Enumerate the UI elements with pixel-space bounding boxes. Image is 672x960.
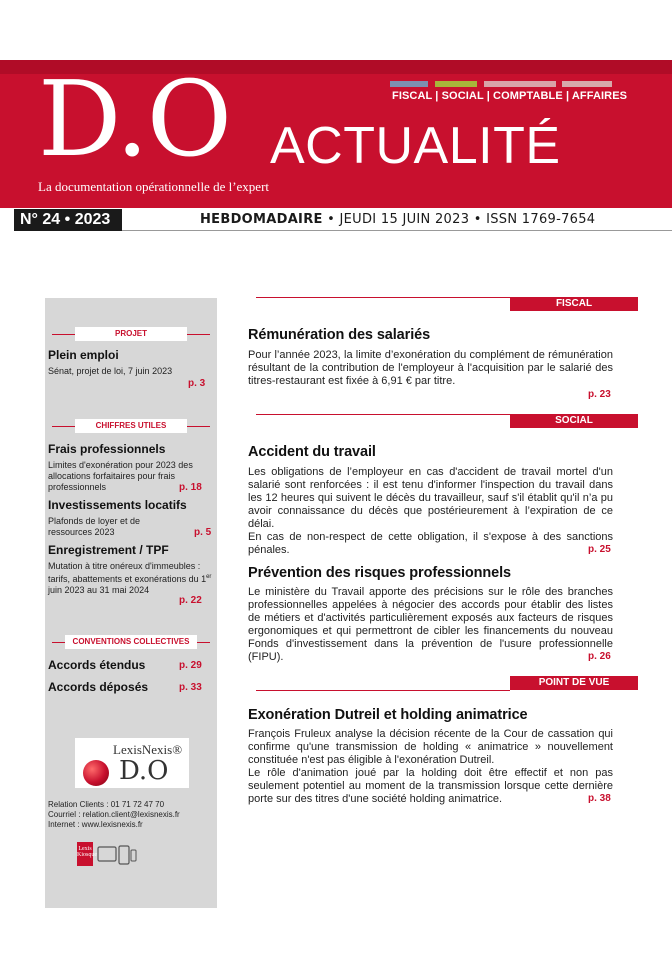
publisher-name: LexisNexis® [113,742,183,757]
devices-icon [97,844,137,866]
topic-color-bar-affaires [562,81,612,87]
sidebar-item-page: p. 29 [179,660,202,671]
contact-email: Courriel : relation.client@lexisnexis.fr [48,810,180,819]
sidebar-item-text-a: Mutation à titre onéreux d'immeubles : tarifs, abattements et exonérations du 1 [48,561,207,584]
topic-color-bar-social [435,81,477,87]
article-title: Accident du travail [248,444,376,460]
publisher-logo-box [75,738,189,788]
article-text [248,728,613,806]
section-line-social [256,414,510,415]
lexisnexis-ball-icon [83,760,109,786]
issue-number: N° 24 • 2023 [14,209,122,231]
sidebar-item-text: Limites d'exonération pour 2023 des allocations forfaitaires pour frais professionnels [48,460,193,492]
article-paragraph: Les obligations de l’employeur en cas d'accident de travail mortel d'un salarié sont renforcées : il est tenu d'informer l'inspection du travail dans les 12 heures qui suivent le décès du travailleur, sauf s'il établit qu'il n’a pu avoir connaissance du décès que postérieurement à l’expiration de ce délai. [248,466,613,530]
topic-color-bar-comptable [484,81,556,87]
article-paragraph: Le rôle d'animation joué par la holding doit être effectif et non pas seulement potentiel au moment de la transmission lorsque cette dernière porte sur des titres d'une société holding animatrice. [248,767,613,805]
tagline: La documentation opérationnelle de l’expert [38,179,270,194]
article-paragraph: François Fruleux analyse la décision récente de la Cour de cassation qui confirme qu'une transmission de holding « animatrice » nouvellement constituée n'est pas éligible à l'exonération Dutreil. [248,728,613,766]
logo-sub: ACTUALITÉ [270,117,561,175]
edition-frequency: HEBDOMADAIRE [200,212,323,227]
sidebar-section-label: CHIFFRES UTILES [75,419,187,433]
kiosque-badge: Lexis Kiosque [77,842,93,866]
section-tag-social: SOCIAL [510,414,638,428]
sidebar-item-text-sup: er [206,574,212,580]
sidebar-item-title: Enregistrement / TPF [48,543,169,557]
publisher-mark: D.O [119,756,169,786]
header-divider [122,230,672,231]
sidebar-item-page: p. 5 [194,527,212,538]
section-tag-fiscal: FISCAL [510,297,638,311]
article-text: Le ministère du Travail apporte des précisions sur le rôle des branches professionnelles appelées à négocier des accords pour établir des listes de métiers et d'activités particulièrement exposés aux facteurs de risques ergonomiques et qui permettront de cibler les financements du nouveau Fonds d'investissement dans la prévention de l'usure professionnelle (FIPU). [248,586,613,663]
article-page: p. 26 [588,651,611,662]
sidebar-item-page: p. 33 [179,682,202,693]
sidebar-item-title: Plein emploi [48,348,119,362]
contact-phone: Relation Clients : 01 71 72 47 70 [48,800,165,809]
article-paragraph: En cas de non-respect de cette obligation, il s'expose à des sanctions pénales. [248,531,613,556]
article-page: p. 23 [588,389,611,400]
sidebar-item-text: Plafonds de loyer et de ressources 2023 [48,516,141,537]
article-title: Exonération Dutreil et holding animatrice [248,707,528,723]
section-line-point-de-vue [256,690,510,691]
edition-line [200,212,595,227]
sidebar-item-page: p. 18 [179,482,202,493]
sidebar-section-label: PROJET [75,327,187,341]
sidebar-item-title: Investissements locatifs [48,498,187,512]
sidebar-item-title: Frais professionnels [48,442,166,456]
contact-web: Internet : www.lexisnexis.fr [48,820,143,829]
article-title: Rémunération des salariés [248,327,431,343]
edition-date-issn: • JEUDI 15 JUIN 2023 • ISSN 1769-7654 [322,212,596,227]
article-text [248,466,613,557]
sidebar-item-page: p. 3 [188,378,206,389]
sidebar-item-title: Accords étendus [48,658,146,672]
sidebar-item-text-b: juin 2023 au 31 mai 2024 [48,585,150,595]
sidebar-item-text: Sénat, projet de loi, 7 juin 2023 [48,366,173,376]
section-line-fiscal [256,297,510,298]
topic-color-bar-fiscal [390,81,428,87]
article-text: Pour l’année 2023, la limite d’exonération du complément de rémunération résultant de la contribution de l'employeur à l'acquisition par le salarié des titres-restaurant est fixée à 6,91 € par titre. [248,349,613,387]
sidebar-item-page: p. 22 [179,595,202,606]
topics-line: FISCAL | SOCIAL | COMPTABLE | AFFAIRES [392,90,628,102]
article-title: Prévention des risques professionnels [248,565,512,581]
contact-info [48,800,216,830]
sidebar [45,298,217,908]
article-page: p. 25 [588,544,611,555]
sidebar-item-title: Accords déposés [48,680,149,694]
article-page: p. 38 [588,793,611,804]
logo-main: D.O [38,58,230,180]
section-tag-point-de-vue: POINT DE VUE [510,676,638,690]
sidebar-section-label: CONVENTIONS COLLECTIVES [65,635,197,649]
sidebar-item-text [48,561,213,596]
